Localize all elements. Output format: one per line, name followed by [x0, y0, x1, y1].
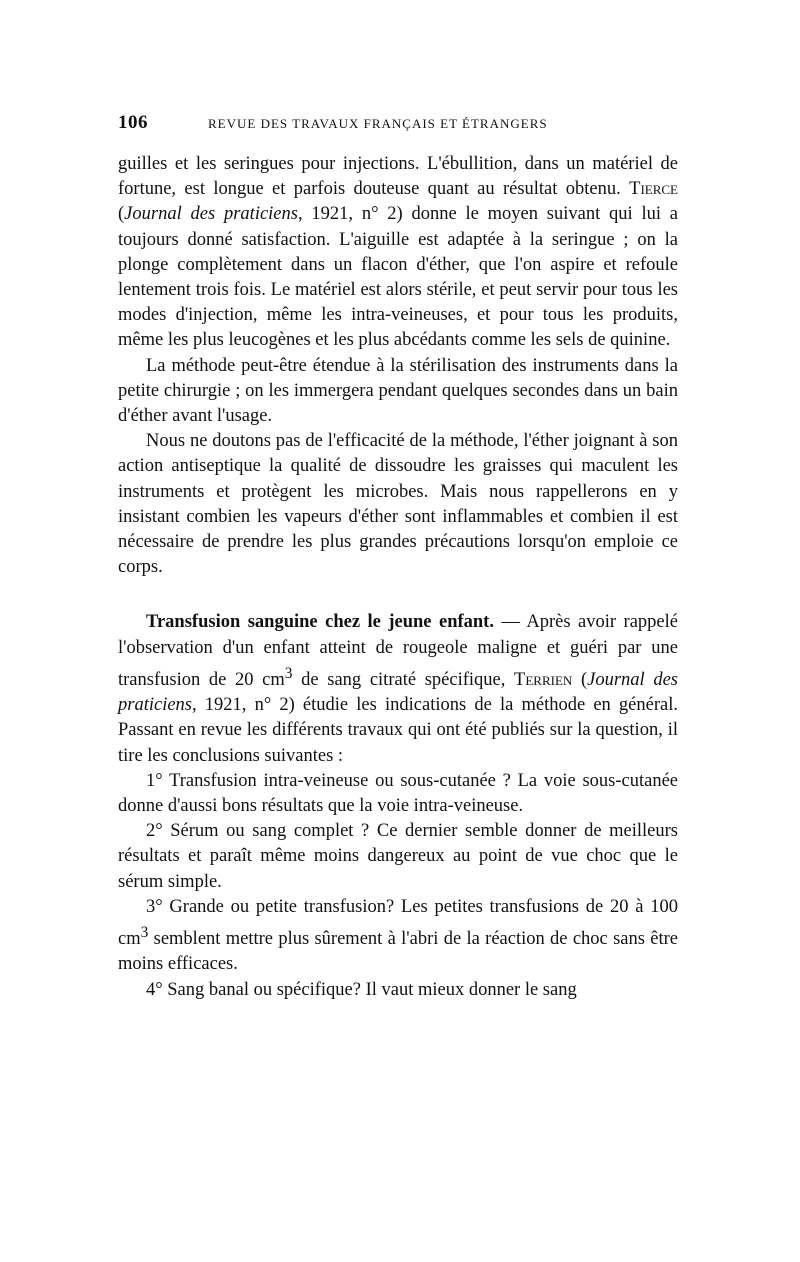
- paragraph-1-text-b: (: [118, 204, 125, 225]
- paragraph-3: Nous ne doutons pas de l'efficacité de la méthode, l'éther joignant à son action antiseptique la qualité de dissoudre les graisses qui maculent les instruments et protègent les microbes. Mais nous rappellerons en y insistant combien les vapeurs d'éther sont inflammables et combien il est nécessaire de prendre les plus grandes précautions lorsqu'on emploie ce corps.: [118, 431, 678, 578]
- paragraph-1-text-a: guilles et les seringues pour injections. L'ébullition, dans un matériel de fortune, est longue et parfois douteuse quant au résultat obtenu.: [118, 154, 678, 200]
- page: [118, 112, 678, 1003]
- conclusion-3: [118, 895, 678, 978]
- paragraph-4-text-a: — Après avoir rappelé l'observation d'un enfant atteint de rougeole maligne et guéri par une transfusion de 20 cm: [118, 612, 678, 691]
- page-header: [118, 112, 678, 152]
- section-gap: [118, 580, 678, 610]
- journal-title: Journal des praticiens: [124, 204, 298, 225]
- conclusion-3-text-a: 3° Grande ou petite transfusion? Les petites transfusions de 20 à 100 cm: [118, 896, 678, 950]
- paragraph-4-text-c: (: [572, 670, 588, 691]
- paragraph-1-text-c: , 1921, n° 2) donne le moyen suivant qui lui a toujours donné satisfaction. L'aiguille est adaptée à la seringue ; on la plonge complètement dans un flacon d'éther, que l'on aspire et refoule lentement trois fois. Le matériel est alors stérile, et peut servir pour tous les modes d'injection, même les intra-veineuses, et pour tous les produits, même les plus leucogènes et les plus abcédants comme les sels de quinine.: [118, 204, 679, 351]
- author-tierce: Tierce: [629, 179, 678, 200]
- section-heading: Transfusion sanguine chez le jeune enfant.: [146, 612, 494, 633]
- paragraph-4: [118, 610, 678, 768]
- paragraph-1: [118, 152, 678, 354]
- conclusion-4: 4° Sang banal ou spécifique? Il vaut mieux donner le sang: [146, 979, 577, 1000]
- superscript: 3: [140, 924, 149, 942]
- conclusion-2: 2° Sérum ou sang complet ? Ce dernier semble donner de meilleurs résultats et paraît même moins dangereux au point de vue choc que le sérum simple.: [118, 821, 678, 892]
- superscript: 3: [284, 664, 293, 682]
- conclusion-1: 1° Transfusion intra-veineuse ou sous-cutanée ? La voie sous-cutanée donne d'aussi bons résultats que la voie intra-veineuse.: [118, 770, 678, 817]
- paragraph-4-text-b: de sang citraté spécifique,: [292, 670, 515, 691]
- conclusion-3-text-b: semblent mettre plus sûrement à l'abri de la réaction de choc sans être moins efficaces.: [118, 929, 678, 975]
- page-body: [118, 152, 678, 1003]
- paragraph-4-text-d: , 1921, n° 2) étudie les indications de la méthode en général. Passant en revue les différents travaux qui ont été publiés sur la question, il tire les conclusions suivantes :: [118, 695, 678, 766]
- paragraph-2: La méthode peut-être étendue à la stérilisation des instruments dans la petite chirurgie ; on les immergera pendant quelques secondes dans un bain d'éther avant l'usage.: [118, 355, 678, 427]
- author-terrien: Terrien: [514, 670, 573, 691]
- running-head: REVUE DES TRAVAUX FRANÇAIS ET ÉTRANGERS: [208, 116, 548, 131]
- journal-title: Journal des praticiens: [118, 670, 678, 716]
- page-number: 106: [118, 112, 148, 133]
